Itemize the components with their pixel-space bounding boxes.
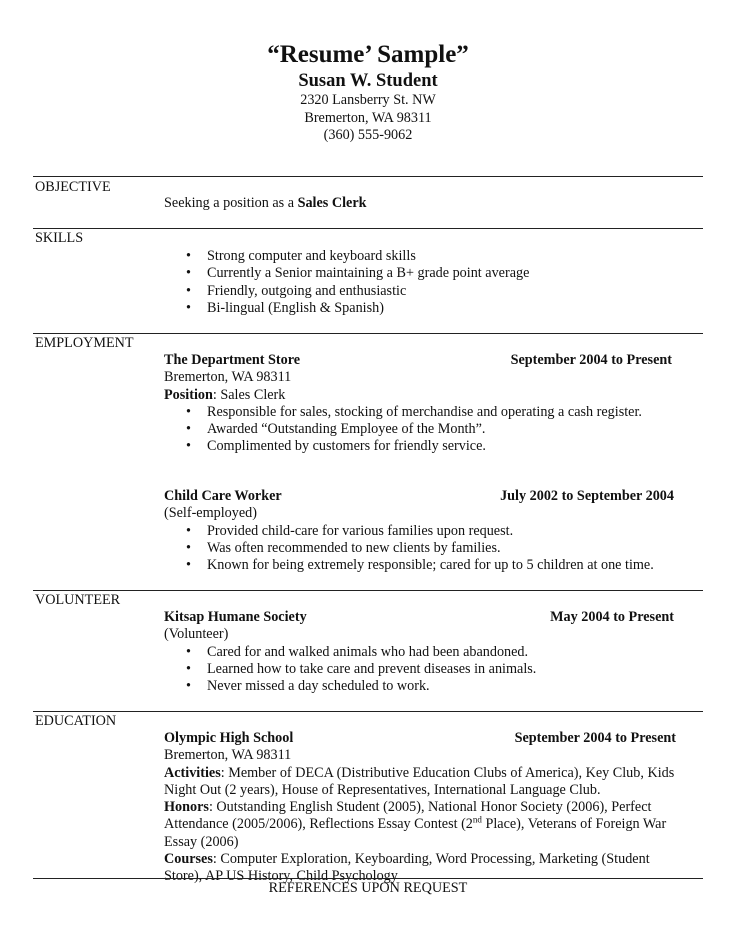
divider-references bbox=[33, 878, 703, 879]
list-item: • Learned how to take care and prevent diseases in animals. bbox=[164, 661, 684, 678]
activities-line: Activities: Member of DECA (Distributive Education Clubs of America), Key Club, Kids bbox=[164, 764, 675, 781]
document-title: “Resume’ Sample” bbox=[267, 41, 469, 68]
job-dates: July 2002 to September 2004 bbox=[500, 488, 674, 504]
list-item: • Cared for and walked animals who had been abandoned. bbox=[164, 644, 684, 661]
list-item: • Complimented by customers for friendly service. bbox=[164, 438, 684, 455]
job-header bbox=[164, 488, 684, 505]
phone-number: (360) 555-9062 bbox=[323, 127, 413, 143]
references-note: REFERENCES UPON REQUEST bbox=[268, 880, 468, 896]
volunteer-org: Kitsap Humane Society bbox=[164, 609, 307, 625]
volunteer-list bbox=[164, 644, 684, 696]
divider-employment bbox=[33, 333, 703, 334]
list-item: • Was often recommended to new clients by families. bbox=[164, 540, 684, 557]
list-item: • Responsible for sales, stocking of merchandise and operating a cash register. bbox=[164, 404, 684, 421]
job-location: (Self-employed) bbox=[164, 505, 257, 522]
list-item: • Awarded “Outstanding Employee of the Month”. bbox=[164, 421, 684, 438]
volunteer-header bbox=[164, 609, 684, 626]
school-location: Bremerton, WA 98311 bbox=[164, 747, 292, 764]
volunteer-dates: May 2004 to Present bbox=[550, 609, 674, 625]
job-position: Position: Sales Clerk bbox=[164, 386, 286, 403]
volunteer-section bbox=[164, 609, 684, 695]
section-label-education: EDUCATION bbox=[35, 713, 117, 729]
education-header bbox=[164, 730, 704, 747]
employment-job-2 bbox=[164, 488, 684, 574]
job-duties-list bbox=[164, 404, 684, 456]
education-section bbox=[164, 730, 704, 886]
list-item: • Bi-lingual (English & Spanish) bbox=[164, 300, 684, 317]
courses-line-cont: Store), AP US History, Child Psychology bbox=[164, 868, 398, 885]
candidate-name: Susan W. Student bbox=[298, 71, 438, 91]
list-item: • Friendly, outgoing and enthusiastic bbox=[164, 283, 684, 300]
honors-line: Honors: Outstanding English Student (2005), National Honor Society (2006), Perfect bbox=[164, 799, 652, 816]
resume-header bbox=[0, 40, 736, 145]
divider-education bbox=[33, 711, 703, 712]
section-label-objective: OBJECTIVE bbox=[35, 179, 111, 195]
list-item: • Strong computer and keyboard skills bbox=[164, 248, 684, 265]
divider-volunteer bbox=[33, 590, 703, 591]
list-item: • Known for being extremely responsible; cared for up to 5 children at one time. bbox=[164, 557, 684, 574]
employment-job-1 bbox=[164, 352, 684, 456]
honors-line-cont: Essay (2006) bbox=[164, 833, 239, 850]
courses-line: Courses: Computer Exploration, Keyboarding, Word Processing, Marketing (Student bbox=[164, 851, 650, 868]
list-item: • Currently a Senior maintaining a B+ grade point average bbox=[164, 265, 684, 282]
school-dates: September 2004 to Present bbox=[514, 730, 676, 746]
school-name: Olympic High School bbox=[164, 730, 294, 746]
activities-line-cont: Night Out (2 years), House of Representatives, International Language Club. bbox=[164, 781, 601, 798]
list-item: • Provided child-care for various families upon request. bbox=[164, 523, 684, 540]
section-label-volunteer: VOLUNTEER bbox=[35, 592, 121, 608]
divider-objective bbox=[33, 176, 703, 177]
job-header bbox=[164, 352, 684, 369]
section-label-employment: EMPLOYMENT bbox=[35, 335, 134, 351]
objective-text: Seeking a position as a Sales Clerk bbox=[164, 195, 367, 211]
honors-line-cont: Attendance (2005/2006), Reflections Essay Contest (2nd Place), Veterans of Foreign War bbox=[164, 814, 667, 833]
objective-section bbox=[164, 195, 684, 212]
job-title: Child Care Worker bbox=[164, 488, 282, 504]
volunteer-role: (Volunteer) bbox=[164, 626, 229, 643]
section-label-skills: SKILLS bbox=[35, 230, 84, 246]
objective-role: Sales Clerk bbox=[297, 195, 367, 211]
address-line-1: 2320 Lansberry St. NW bbox=[300, 92, 436, 108]
job-title: The Department Store bbox=[164, 352, 301, 368]
skills-list bbox=[164, 248, 684, 317]
list-item: • Never missed a day scheduled to work. bbox=[164, 678, 684, 695]
address-line-2: Bremerton, WA 98311 bbox=[304, 109, 432, 126]
job-location: Bremerton, WA 98311 bbox=[164, 369, 292, 386]
divider-skills bbox=[33, 228, 703, 229]
job-duties-list bbox=[164, 523, 684, 575]
skills-section bbox=[164, 248, 684, 317]
job-dates: September 2004 to Present bbox=[510, 352, 672, 368]
